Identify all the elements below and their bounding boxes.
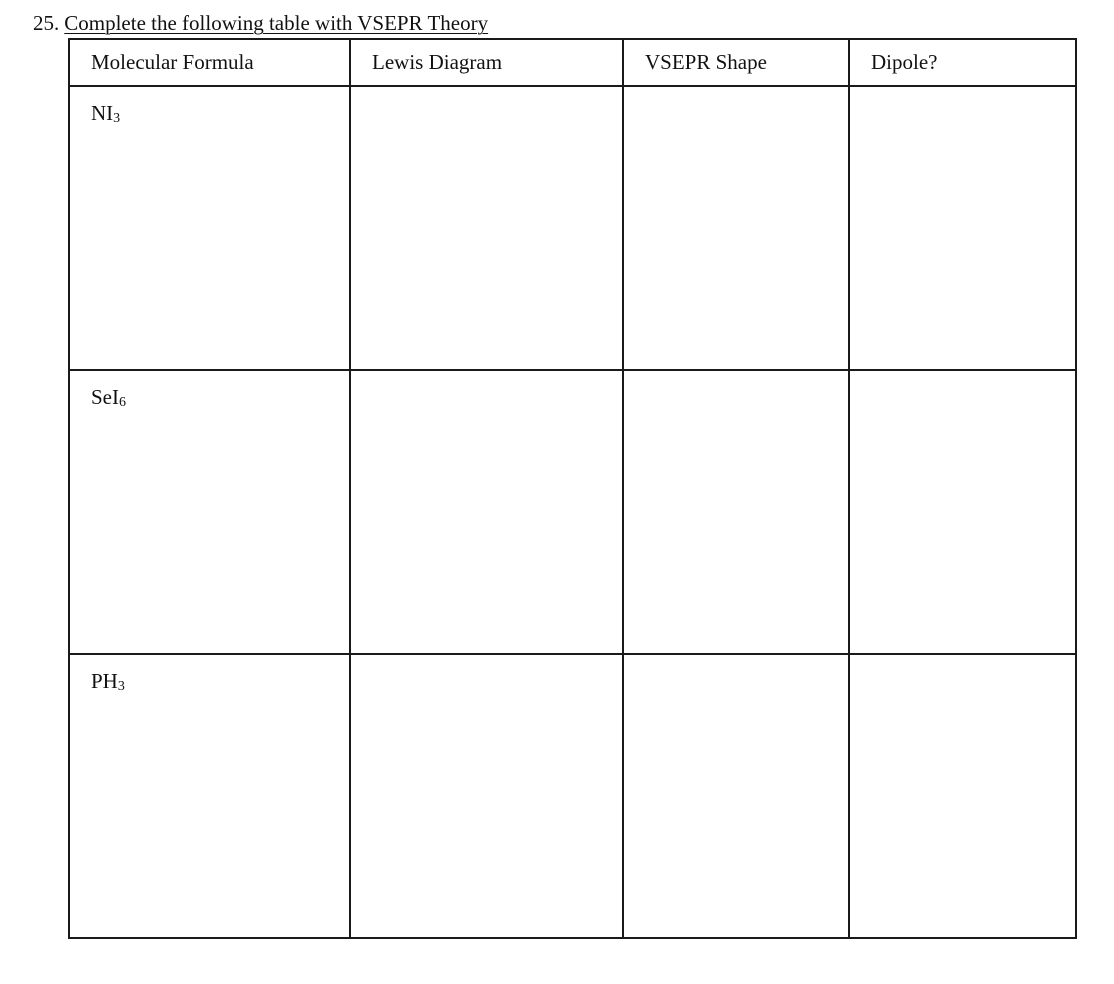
formula-subscript: 3 (113, 111, 121, 126)
question-number: 25. (33, 11, 60, 35)
table-row (69, 654, 1076, 938)
header-vsepr-shape: VSEPR Shape (623, 39, 849, 86)
table-row (69, 86, 1076, 370)
formula-subscript: 6 (119, 395, 126, 410)
formula-ph3 (91, 667, 125, 701)
vsepr-shape-cell[interactable] (623, 370, 849, 654)
lewis-diagram-cell[interactable] (350, 86, 623, 370)
formula-subscript: 3 (117, 679, 125, 694)
formula-cell (69, 86, 350, 370)
lewis-diagram-cell[interactable] (350, 654, 623, 938)
formula-base: PH (91, 669, 118, 693)
header-lewis-diagram: Lewis Diagram (350, 39, 623, 86)
vsepr-shape-cell[interactable] (623, 654, 849, 938)
table-row (69, 370, 1076, 654)
dipole-cell[interactable] (849, 370, 1076, 654)
formula-base: NI (91, 101, 114, 125)
vsepr-table (68, 38, 1077, 939)
vsepr-shape-cell[interactable] (623, 86, 849, 370)
formula-base: SeI (91, 385, 119, 409)
dipole-cell[interactable] (849, 86, 1076, 370)
question-title (33, 9, 488, 37)
dipole-cell[interactable] (849, 654, 1076, 938)
formula-sei6 (91, 383, 126, 417)
table-header-row (69, 39, 1076, 86)
header-molecular-formula: Molecular Formula (69, 39, 350, 86)
formula-cell (69, 370, 350, 654)
lewis-diagram-cell[interactable] (350, 370, 623, 654)
formula-ni3 (91, 99, 120, 133)
formula-cell (69, 654, 350, 938)
question-text: Complete the following table with VSEPR Theory (64, 11, 489, 35)
header-dipole: Dipole? (849, 39, 1076, 86)
